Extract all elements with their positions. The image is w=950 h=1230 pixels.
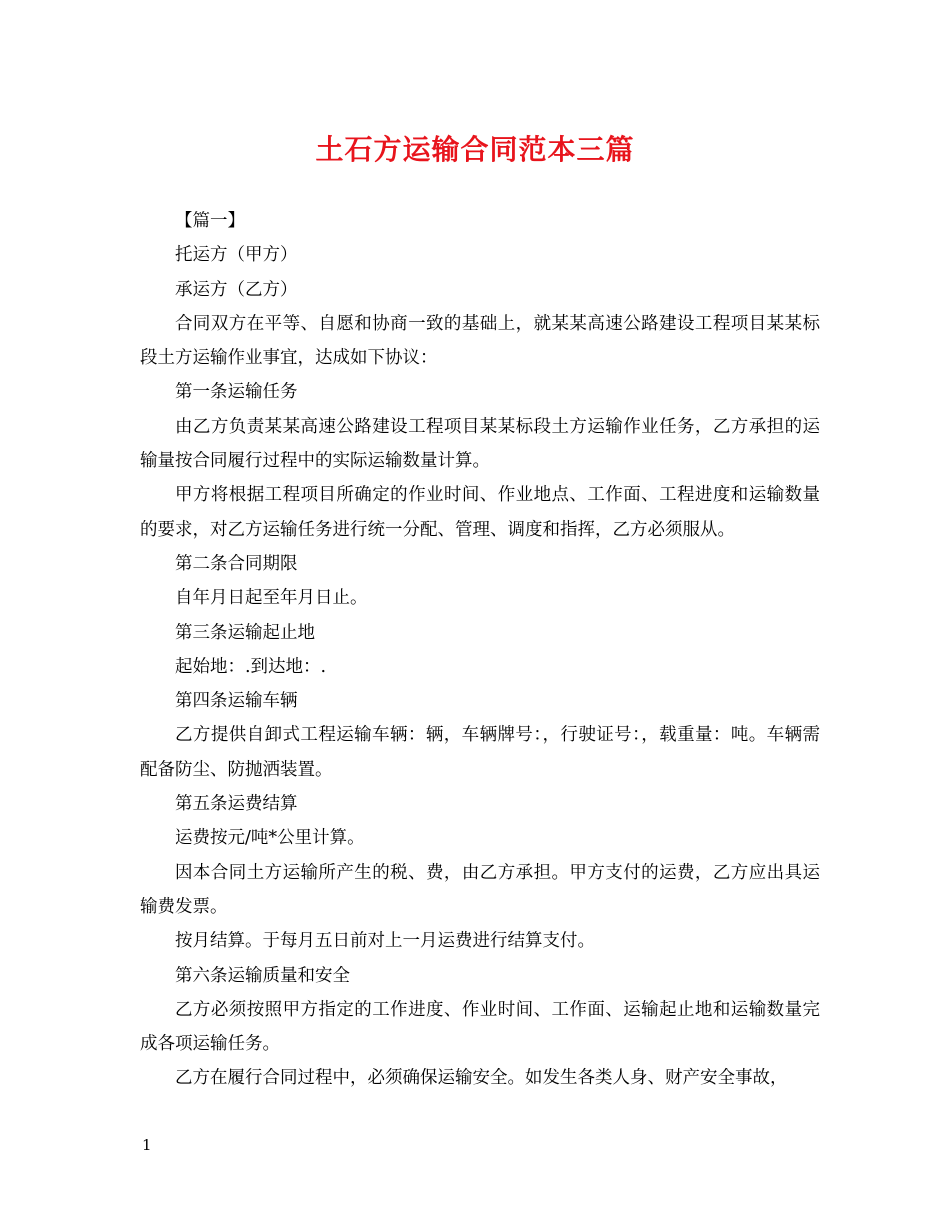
document-title: 土石方运输合同范本三篇 <box>315 133 635 166</box>
page-number: 1 <box>142 1136 152 1154</box>
article-6-paragraph-2: 乙方在履行合同过程中，必须确保运输安全。如发生各类人身、财产安全事故， <box>175 1068 788 1089</box>
article-4-heading: 第四条运输车辆 <box>175 691 298 712</box>
article-5-paragraph-2: 因本合同土方运输所产生的税、费，由乙方承担。甲方支付的运费，乙方应出具运输费发票。 <box>140 862 820 917</box>
party-a-line: 托运方（甲方） <box>175 245 298 266</box>
article-5-paragraph-1: 运费按元/吨*公里计算。 <box>175 828 365 849</box>
preamble-paragraph: 合同双方在平等、自愿和协商一致的基础上，就某某高速公路建设工程项目某某标段土方运输作业事宜，达成如下协议： <box>140 313 820 369</box>
party-b-line: 承运方（乙方） <box>175 279 298 300</box>
article-1-paragraph-2: 甲方将根据工程项目所确定的作业时间、作业地点、工作面、工程进度和运输数量的要求，对乙方运输任务进行统一分配、管理、调度和指挥，乙方必须服从。 <box>140 485 820 540</box>
article-3-heading: 第三条运输起止地 <box>175 622 315 643</box>
article-5-paragraph-3: 按月结算。于每月五日前对上一月运费进行结算支付。 <box>175 931 595 952</box>
article-5-heading: 第五条运费结算 <box>175 794 298 815</box>
article-1-paragraph-1: 由乙方负责某某高速公路建设工程项目某某标段土方运输作业任务，乙方承担的运输量按合同履行过程中的实际运输数量计算。 <box>140 416 820 472</box>
article-6-paragraph-1: 乙方必须按照甲方指定的工作进度、作业时间、工作面、运输起止地和运输数量完成各项运输任务。 <box>140 999 820 1055</box>
document-body <box>140 204 820 1096</box>
article-4-paragraph: 乙方提供自卸式工程运输车辆：辆，车辆牌号：，行驶证号：，载重量：吨。车辆需配备防尘、防抛洒装置。 <box>140 725 820 780</box>
section-heading: 【篇一】 <box>175 211 245 231</box>
article-6-heading: 第六条运输质量和安全 <box>175 965 350 986</box>
article-1-heading: 第一条运输任务 <box>175 382 298 403</box>
article-2-heading: 第二条合同期限 <box>175 553 298 574</box>
article-3-paragraph: 起始地：.到达地：. <box>175 656 327 677</box>
article-2-paragraph: 自年月日起至年月日止。 <box>175 588 368 609</box>
